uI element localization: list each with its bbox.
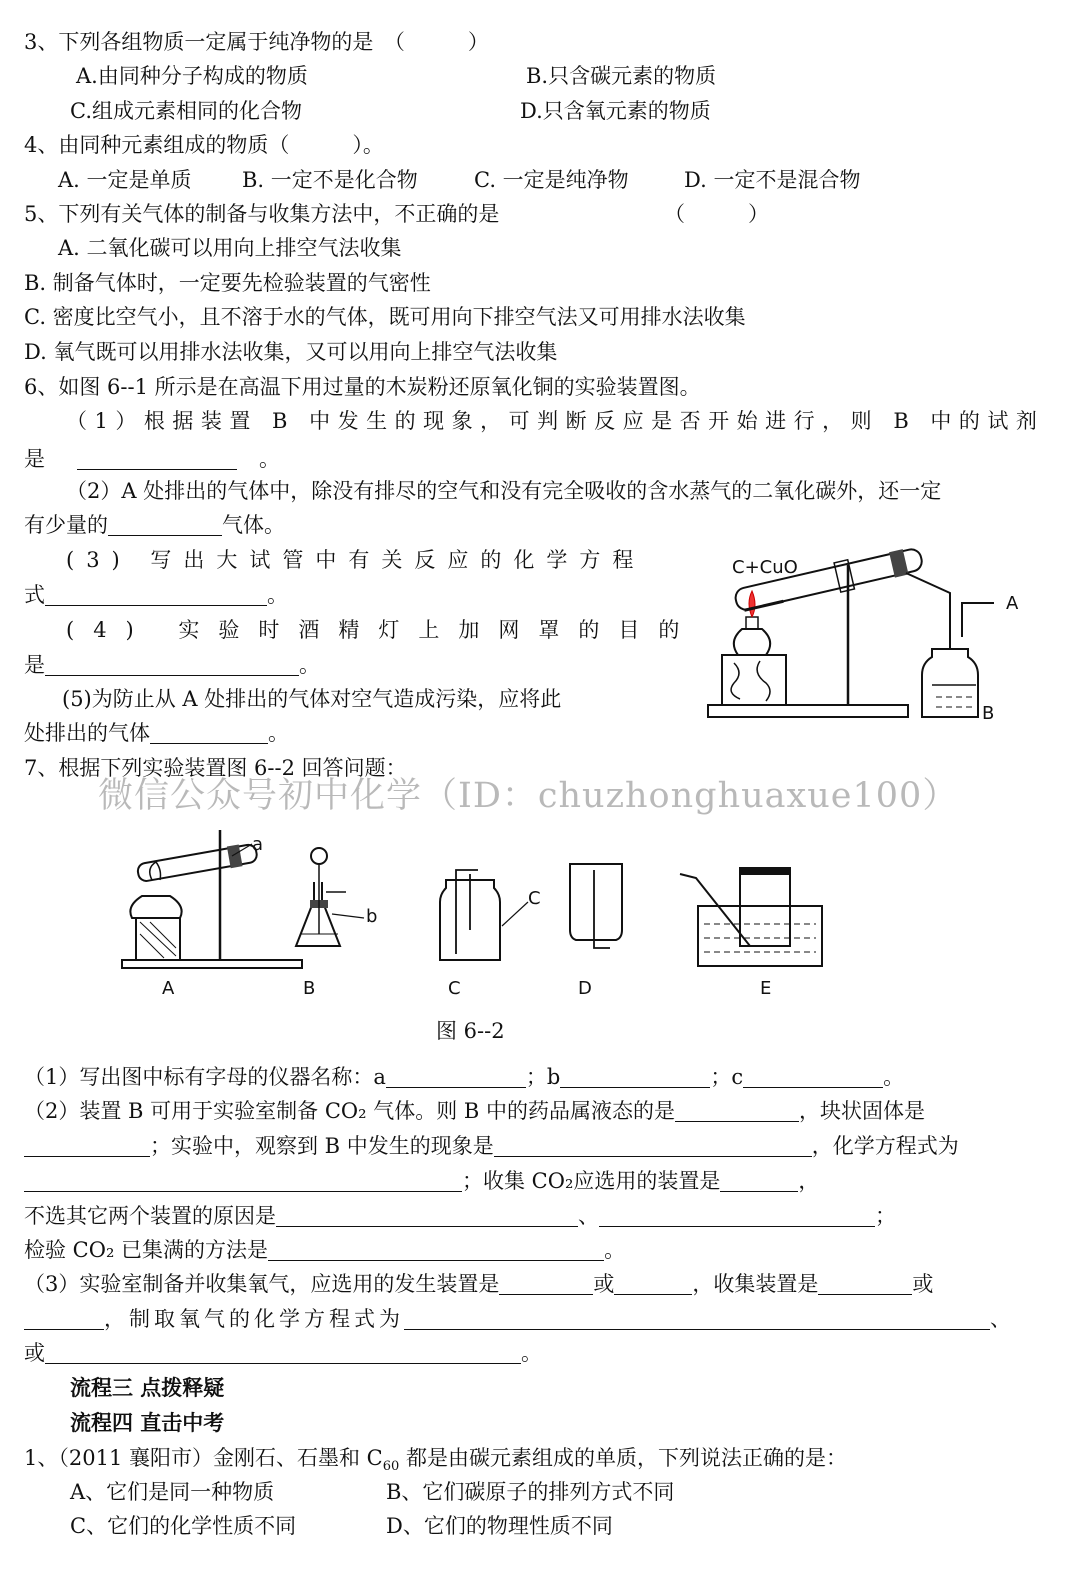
q6-part4-line1: (4) 实验时酒精灯上加网罩的目的 (66, 618, 699, 642)
q5-option-d: D. 氧气既可以用排水法收集，又可以用向上排空气法收集 (24, 340, 558, 364)
fig62-label-d: D (578, 978, 592, 999)
q7-part3-text4: 、 (990, 1307, 1011, 1331)
q7-blank-gen1[interactable] (499, 1272, 593, 1295)
q6-part2-line2 (24, 510, 285, 540)
final-q1-option-b: B、它们碳原子的排列方式不同 (386, 1480, 675, 1504)
final-q1-option-c: C、它们的化学性质不同 (70, 1514, 297, 1538)
fig61-stand-base (708, 705, 908, 717)
q7-blank-equation[interactable] (24, 1169, 462, 1192)
fig61-block (722, 655, 786, 705)
fig62-part-label-b: b (366, 906, 378, 927)
q7-part1-end: 。 (883, 1065, 905, 1089)
q7-part2-text9: 检验 CO₂ 已集满的方法是 (24, 1238, 269, 1262)
q4-option-d: D. 一定不是混合物 (684, 168, 861, 192)
final-q1-stem-post: 都是由碳元素组成的单质，下列说法正确的是： (399, 1446, 847, 1470)
q6-part1-text: （1）根据装置 B 中发生的现象，可判断反应是否开始进行，则 B 中的试剂 (66, 409, 1045, 433)
q7-part1-text: （1）写出图中标有字母的仪器名称：a (24, 1065, 386, 1089)
q6-part2-line1: （2）A 处排出的气体中，除没有排尽的空气和没有完全吸收的含水蒸气的二氧化碳外，还一定 (66, 479, 942, 503)
q7-blank-col2[interactable] (24, 1307, 104, 1330)
q7-part3-text1: （3）实验室制备并收集氧气，应选用的发生装置是 (24, 1272, 500, 1296)
fig61-label-b: B (982, 703, 995, 724)
q7-blank-solid[interactable] (24, 1134, 150, 1157)
fig62-apparatus-b (296, 848, 377, 999)
q6-part1-end: 。 (259, 447, 280, 471)
q7-part3-text2: ，收集装置是 (692, 1272, 819, 1296)
fig62-apparatus-a (122, 830, 302, 999)
fig62-label-a: A (162, 978, 175, 999)
q7-part1-sep1: ；b (525, 1065, 561, 1089)
section-4-heading: 流程四 直击中考 (70, 1410, 225, 1435)
q7-blank-o2-equation1[interactable] (404, 1307, 990, 1330)
q7-part3-line2 (24, 1304, 1011, 1334)
q7-part2-text4: ，化学方程式为 (811, 1134, 959, 1158)
fig62-part-label-c: C (528, 888, 541, 909)
q7-part3-line1 (24, 1269, 933, 1299)
q7-part2-text6: ， (798, 1169, 820, 1193)
q6-part5-end: 。 (268, 721, 289, 745)
q5-answer-paren: （ ） (664, 202, 769, 226)
q4-option-b: B. 一定不是化合物 (242, 168, 418, 192)
q7-part3-line3 (24, 1338, 542, 1368)
q6-part2-blank[interactable] (108, 513, 222, 536)
q7-part2-line2 (24, 1131, 959, 1161)
q6-part1-blank[interactable] (77, 447, 237, 470)
fig61-delivery-tube (906, 573, 950, 649)
q6-part3-prefix: 式 (24, 583, 45, 607)
q7-part3-text6: 。 (521, 1341, 542, 1365)
fig62-label-b: B (303, 978, 316, 999)
q6-part4-line2 (24, 650, 320, 680)
q7-part3-text5: 或 (24, 1341, 45, 1365)
fig62-apparatus-c (440, 870, 541, 999)
q7-part2-text1: （2）装置 B 可用于实验室制备 CO₂ 气体。则 B 中的药品属液态的是 (24, 1099, 675, 1123)
q5-stem: 5、下列有关气体的制备与收集方法中，不正确的是 (24, 202, 500, 226)
q7-part2-text10: 。 (604, 1238, 626, 1262)
q3-option-d: D.只含氧元素的物质 (520, 99, 711, 123)
q7-part2-line1 (24, 1096, 925, 1126)
fig62-label-e: E (760, 978, 772, 999)
q5-option-b: B. 制备气体时，一定要先检验装置的气密性 (24, 271, 431, 295)
q7-blank-check-full[interactable] (268, 1238, 604, 1261)
q7-blank-reason2[interactable] (599, 1204, 875, 1227)
q7-part2-line4 (24, 1201, 896, 1231)
q6-part1-prefix: 是 (24, 447, 45, 471)
q3-option-c: C.组成元素相同的化合物 (70, 99, 302, 123)
fig61-flame-icon (749, 591, 755, 617)
q7-blank-b[interactable] (560, 1065, 710, 1088)
q7-part2-line3 (24, 1166, 819, 1196)
fig61-reactant-label: C+CuO (732, 557, 798, 578)
q7-blank-liquid[interactable] (675, 1099, 799, 1122)
q5-option-c: C. 密度比空气小，且不溶于水的气体，既可用向下排空气法又可用排水法收集 (24, 305, 746, 329)
q4-option-c: C. 一定是纯净物 (474, 168, 629, 192)
q6-part3-end: 。 (267, 583, 288, 607)
q7-part2-text3: ；实验中，观察到 B 中发生的现象是 (150, 1134, 494, 1158)
q7-blank-phenomenon[interactable] (494, 1134, 812, 1157)
final-q1-option-a: A、它们是同一种物质 (70, 1480, 275, 1504)
figure-6-2-apparatus (110, 822, 830, 1007)
q7-part2-sep: 、 (578, 1204, 599, 1228)
q7-blank-collector[interactable] (720, 1169, 798, 1192)
q4-stem: 4、由同种元素组成的物质（ ）。 (24, 133, 384, 157)
fig62-apparatus-d (570, 864, 622, 999)
q6-part5-blank[interactable] (150, 721, 268, 744)
q7-blank-c[interactable] (743, 1065, 883, 1088)
q7-blank-col1[interactable] (818, 1272, 912, 1295)
q7-stem: 7、根据下列实验装置图 6--2 回答问题： (24, 756, 407, 780)
q6-part3-line2 (24, 580, 288, 610)
q7-part3-or2: 或 (912, 1272, 934, 1296)
watermark-text: 微信公众号初中化学（ID：chuzhonghuaxue100） (98, 776, 959, 816)
q7-part2-text7: 不选其它两个装置的原因是 (24, 1204, 276, 1228)
q7-blank-reason1[interactable] (276, 1204, 578, 1227)
fig61-alcohol-lamp (734, 629, 770, 655)
q7-part1-sep2: ；c (710, 1065, 744, 1089)
q7-part2-text2: ，块状固体是 (798, 1099, 925, 1123)
q7-part3-or1: 或 (593, 1272, 615, 1296)
section-3-heading: 流程三 点拨释疑 (70, 1375, 225, 1400)
q6-part4-end: 。 (299, 653, 320, 677)
q6-part2-prefix: 有少量的 (24, 513, 108, 537)
q6-part5-prefix: 处排出的气体 (24, 721, 150, 745)
q7-part3-text3: ，制取氧气的化学方程式为 (104, 1307, 404, 1331)
q3-option-a: A.由同种分子构成的物质 (76, 64, 308, 88)
final-q1-option-d: D、它们的物理性质不同 (386, 1514, 613, 1538)
q7-blank-o2-equation2[interactable] (45, 1341, 521, 1364)
q6-part3-blank[interactable] (45, 583, 267, 606)
q7-part2-text5: ；收集 CO₂应选用的装置是 (462, 1169, 721, 1193)
q6-part4-blank[interactable] (45, 653, 299, 676)
q7-part2-line5 (24, 1235, 625, 1265)
q6-part1-line1 (66, 406, 1045, 436)
q7-blank-gen2[interactable] (614, 1272, 692, 1295)
q6-stem: 6、如图 6--1 所示是在高温下用过量的木炭粉还原氧化铜的实验装置图。 (24, 375, 701, 399)
q6-part4-prefix: 是 (24, 653, 45, 677)
q6-part5-line1: (5)为防止从 A 处排出的气体对空气造成污染，应将此 (62, 687, 562, 711)
q3-stem: 3、下列各组物质一定属于纯净物的是 （ ） (24, 30, 489, 54)
q4-option-a: A. 一定是单质 (58, 168, 192, 192)
figure-6-2-caption: 图 6--2 (436, 1019, 505, 1043)
fig62-apparatus-e (680, 868, 822, 999)
fig61-stopper (889, 549, 908, 577)
q6-part3-line1: (3) 写出大试管中有关反应的化学方程 (66, 548, 646, 572)
q5-option-a: A. 二氧化碳可以用向上排空气法收集 (58, 236, 402, 260)
q6-part5-line2 (24, 718, 289, 748)
q6-part1-line2 (24, 444, 280, 474)
fig62-label-c: C (448, 978, 461, 999)
q7-blank-a[interactable] (386, 1065, 526, 1088)
final-q1-stem-pre: 1、（2011 襄阳市）金刚石、石墨和 C (24, 1446, 383, 1470)
fig61-label-a: A (1006, 593, 1019, 614)
figure-6-1-apparatus (700, 545, 1040, 745)
q3-option-b: B.只含碳元素的物质 (526, 64, 717, 88)
q7-part1 (24, 1062, 904, 1092)
final-q1-subscript: 60 (382, 1459, 400, 1475)
q6-part2-end: 气体。 (222, 513, 285, 537)
fig62-part-label-a: a (252, 834, 264, 855)
q7-part2-text8: ； (875, 1204, 896, 1228)
